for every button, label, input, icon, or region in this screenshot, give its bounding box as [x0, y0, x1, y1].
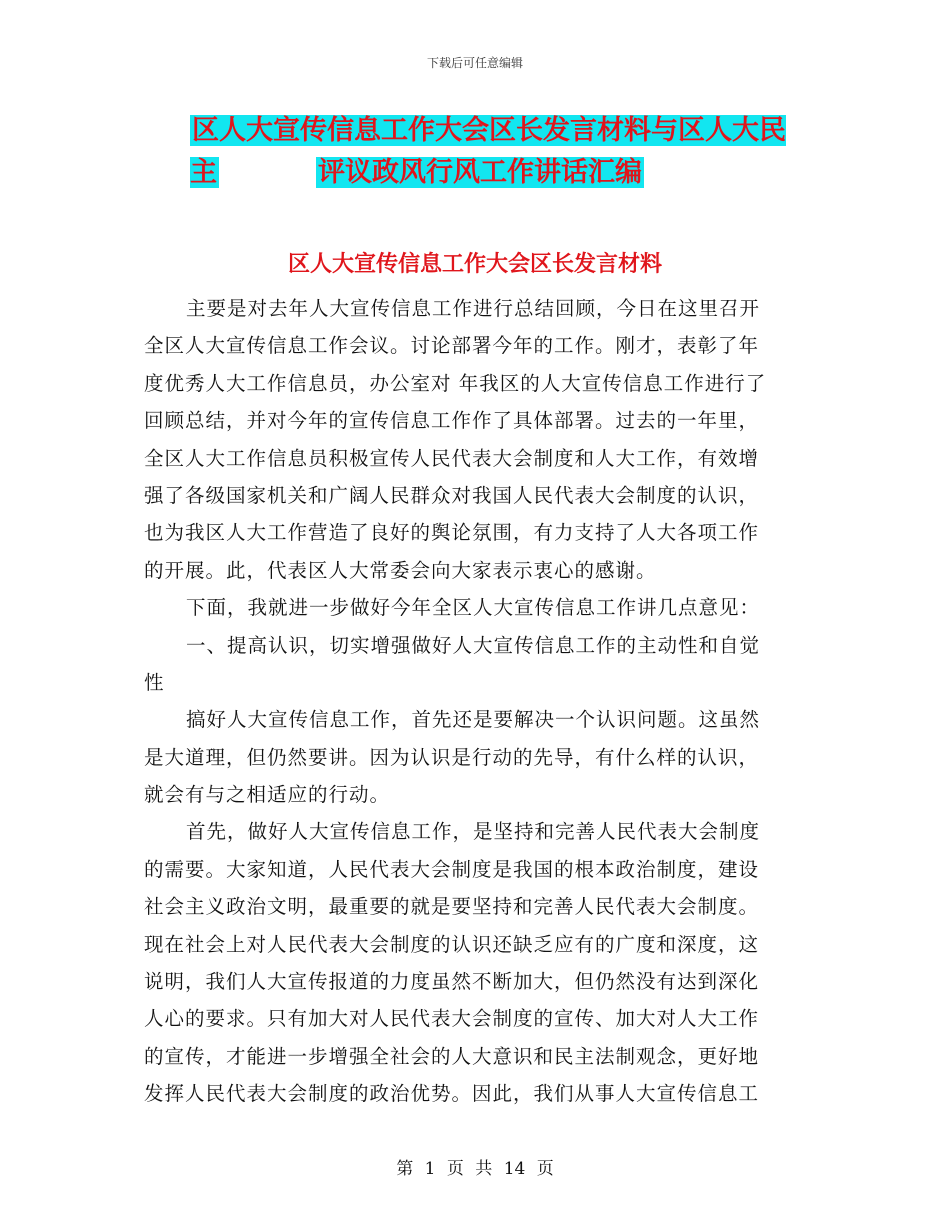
text-line: 下面，我就进一步做好今年全区人大宣传信息工作讲几点意见： — [186, 596, 761, 620]
header-note: 下载后可任意编辑 — [426, 56, 523, 70]
section-title: 区人大宣传信息工作大会区长发言材料 — [287, 252, 662, 277]
text-line: 社会主义政治文明，最重要的就是要坚持和完善人民代表大会制度。 — [144, 895, 760, 919]
title-line-2: 评议政风行风工作讲话汇编 — [318, 157, 642, 188]
text-line: 一、提高认识，切实增强做好人大宣传信息工作的主动性和自觉 — [186, 633, 761, 657]
text-line: 就会有与之相适应的行动。 — [144, 783, 391, 807]
text-line: 也为我区人大工作营造了良好的舆论氛围，有力支持了人大各项工作 — [144, 521, 760, 545]
page-footer: 第 1 页 共 14 页 — [396, 1159, 554, 1179]
text-line: 人心的要求。只有加大对人民代表大会制度的宣传、加大对人大工作 — [144, 1007, 760, 1031]
text-line: 主要是对去年人大宣传信息工作进行总结回顾，今日在这里召开 — [186, 297, 761, 320]
text-line: 强了各级国家机关和广阔人民群众对我国人民代表大会制度的认识， — [144, 483, 760, 507]
text-line: 首先，做好人大宣传信息工作，是坚持和完善人民代表大会制度 — [186, 820, 761, 844]
text-line: 回顾总结，并对今年的宣传信息工作作了具体部署。过去的一年里， — [144, 409, 760, 433]
document-title — [190, 110, 810, 194]
text-line: 是大道理，但仍然要讲。因为认识是行动的先导，有什么样的认识， — [144, 745, 760, 769]
text-line: 的需要。大家知道，人民代表大会制度是我国的根本政治制度，建设 — [144, 857, 760, 881]
text-line: 性 — [144, 670, 165, 694]
text-line: 现在社会上对人民代表大会制度的认识还缺乏应有的广度和深度，这 — [144, 932, 760, 956]
text-line: 搞好人大宣传信息工作，首先还是要解决一个认识问题。这虽然 — [186, 708, 761, 732]
text-line: 的宣传，才能进一步增强全社会的人大意识和民主法制观念，更好地 — [144, 1044, 760, 1068]
body-text — [144, 290, 806, 1113]
text-line: 全区人大宣传信息工作会议。讨论部署今年的工作。刚才，表彰了年 — [144, 334, 760, 358]
title-line-1: 区人大宣传信息工作大会区长发言材料与区人大民主 — [190, 115, 786, 188]
text-line: 说明，我们人大宣传报道的力度虽然不断加大，但仍然没有达到深化 — [144, 970, 760, 994]
text-line: 全区人大工作信息员积极宣传人民代表大会制度和人大工作，有效增 — [144, 446, 760, 470]
text-line: 度优秀人大工作信息员，办公室对 年我区的人大宣传信息工作进行了 — [144, 371, 767, 395]
text-line: 发挥人民代表大会制度的政治优势。因此，我们从事人大宣传信息工 — [144, 1082, 760, 1106]
text-line: 的开展。此，代表区人大常委会向大家表示衷心的感谢。 — [144, 558, 657, 582]
